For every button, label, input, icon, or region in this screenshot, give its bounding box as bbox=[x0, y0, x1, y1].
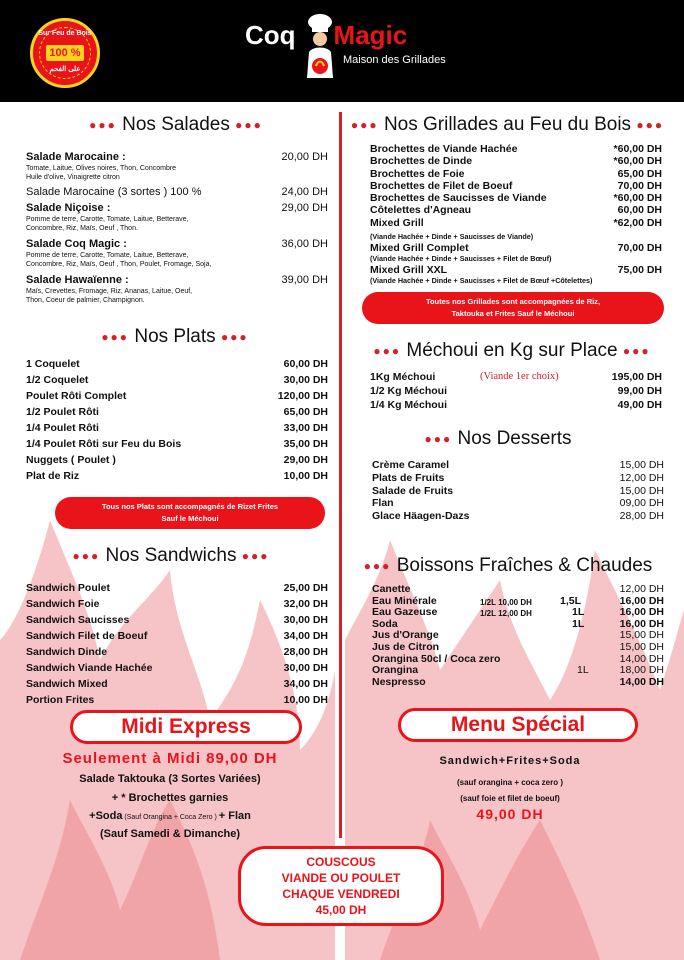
boissons-title-text: Boissons Fraîches & Chaudes bbox=[396, 555, 653, 576]
sandwichs-list bbox=[26, 582, 328, 707]
boisson-item: Canette 12,00 DH bbox=[372, 583, 664, 595]
boisson-item: Soda 1L 16,00 DH bbox=[372, 617, 664, 630]
dessert-item: Crème Caramel 15,00 DH bbox=[372, 459, 664, 471]
sandwich-item: Sandwich Dinde 28,00 DH bbox=[26, 646, 328, 658]
grillade-item: Brochettes de Saucisses de Viande *60,00 DH bbox=[370, 192, 662, 205]
couscous-box bbox=[238, 846, 444, 926]
boisson-item: Eau Gazeuse 1/2L 12,00 DH 1L 16,00 DH bbox=[372, 606, 664, 619]
sandwichs-title: ●●● Nos Sandwichs ●●● bbox=[72, 545, 270, 566]
desserts-list bbox=[372, 460, 664, 523]
plat-item: 1/4 Poulet Rôti sur Feu du Bois 35,00 DH bbox=[26, 438, 328, 450]
boisson-item: Jus de Citron 15,00 DH bbox=[372, 640, 664, 653]
grillade-item: Côtelettes d'Agneau 60,00 DH bbox=[370, 204, 662, 217]
boissons-title: ●●● Boissons Fraîches & Chaudes bbox=[363, 555, 653, 576]
grillade-item: Brochettes de Filet de Boeuf 70,00 DH bbox=[370, 179, 662, 192]
couscous-line1: COUSCOUS bbox=[306, 855, 376, 869]
couscous-price: 45,00 DH bbox=[315, 903, 367, 917]
plat-item: 1 Coquelet 60,00 DH bbox=[26, 358, 328, 370]
midi-line1: Salade Taktouka (3 Sortes Variées) bbox=[79, 773, 261, 785]
salade-item: Salade Hawaïenne : 39,00 DH Maïs, Crevettes, Fromage, Riz, Ananas, Laitue, Oeuf, Thon, Coeur de palmier, Champignon. bbox=[26, 274, 328, 304]
dessert-item: Flan 09,00 DH bbox=[372, 497, 664, 510]
grillades-title: ●●● Nos Grillades au Feu du Bois ●●● bbox=[350, 114, 665, 135]
special-price: 49,00 DH bbox=[476, 806, 544, 822]
chef-icon bbox=[303, 12, 337, 78]
plats-list bbox=[26, 358, 328, 483]
mechoui-list bbox=[370, 370, 662, 412]
mechoui-title: ●●● Méchoui en Kg sur Place ●●● bbox=[373, 340, 651, 361]
dessert-item: Glace Häagen-Dazs 28,00 DH bbox=[372, 510, 664, 523]
seal-badge bbox=[30, 18, 100, 88]
boisson-item: Orangina 50cl / Coca zero 14,00 DH bbox=[372, 652, 664, 665]
sandwich-item: Sandwich Saucisses 30,00 DH bbox=[26, 614, 328, 626]
mechoui-item: 1Kg Méchoui (Viande 1er choix) 195,00 DH bbox=[370, 371, 662, 383]
grillade-item: Brochettes de Foie 65,00 DH bbox=[370, 167, 662, 180]
menu-special-banner bbox=[398, 708, 638, 742]
sandwich-item: Sandwich Foie 32,00 DH bbox=[26, 598, 328, 610]
tagline: Maison des Grillades bbox=[343, 54, 446, 66]
dessert-item: Salade de Fruits 15,00 DH bbox=[372, 484, 664, 497]
boissons-list bbox=[372, 584, 664, 688]
dessert-item: Plats de Fruits 12,00 DH bbox=[372, 471, 664, 484]
grillade-item: Mixed Grill *62,00 DH (Viande Hachée + Dinde + Saucisses de Viande) bbox=[370, 216, 662, 241]
mechoui-item: 1/4 Kg Méchoui 49,00 DH bbox=[370, 399, 662, 411]
midi-line2: + * Brochettes garnies bbox=[111, 792, 229, 804]
midi-express-banner bbox=[70, 710, 302, 744]
desserts-title-text: Nos Desserts bbox=[457, 428, 572, 449]
sandwich-item: Sandwich Poulet 25,00 DH bbox=[26, 582, 328, 594]
plats-title: ●●● Nos Plats ●●● bbox=[101, 326, 249, 347]
header-bar bbox=[0, 0, 684, 102]
salades-list bbox=[26, 150, 328, 305]
couscous-line3: CHAQUE VENDREDI bbox=[282, 887, 400, 901]
midi-subtitle: Seulement à Midi 89,00 DH bbox=[62, 750, 278, 767]
plat-item: 1/2 Poulet Rôti 65,00 DH bbox=[26, 406, 328, 418]
plats-title-text: Nos Plats bbox=[134, 326, 216, 347]
salades-title-text: Nos Salades bbox=[122, 114, 230, 135]
grillades-note-pill: Toutes nos Grillades sont accompagnées de Riz, Taktouka et Frites Sauf le Méchoui bbox=[362, 292, 664, 324]
couscous-line2: VIANDE OU POULET bbox=[281, 871, 401, 885]
plat-item: Nuggets ( Poulet ) 29,00 DH bbox=[26, 454, 328, 466]
midi-line4: (Sauf Samedi & Dimanche) bbox=[100, 828, 240, 840]
column-divider bbox=[339, 112, 342, 838]
special-line2: (sauf orangina + coca zero ) bbox=[456, 778, 564, 787]
plats-note-pill: Tous nos Plats sont accompagnés de Rizet Frites Sauf le Méchoui bbox=[55, 497, 325, 529]
special-line3: (sauf foie et filet de boeuf) bbox=[460, 794, 560, 803]
mechoui-title-text: Méchoui en Kg sur Place bbox=[406, 340, 618, 361]
boisson-item: Nespresso 14,00 DH bbox=[372, 675, 664, 688]
grillades-title-text: Nos Grillades au Feu du Bois bbox=[383, 114, 632, 135]
salade-item: Salade Marocaine (3 sortes ) 100 % 24,00 DH bbox=[26, 186, 328, 198]
seal-top-text: Sur Feu de Bois bbox=[38, 30, 92, 37]
sandwich-item: Portion Frites 10,00 DH bbox=[26, 694, 328, 706]
grillades-list bbox=[370, 144, 662, 286]
grillade-item: Mixed Grill Complet 70,00 DH (Viande Hachée + Dinde + Saucisses + Filet de Bœuf) bbox=[370, 241, 662, 263]
plat-item: Plat de Riz 10,00 DH bbox=[26, 470, 328, 482]
salades-title: ●●● Nos Salades ●●● bbox=[89, 114, 263, 135]
midi-line3: +Soda (Sauf Orangina + Coca Zero ) + Flan bbox=[89, 810, 251, 822]
grillade-item: Brochettes de Viande Hachée *60,00 DH bbox=[370, 143, 662, 155]
sandwich-item: Sandwich Filet de Boeuf 34,00 DH bbox=[26, 630, 328, 642]
sandwich-item: Sandwich Mixed 34,00 DH bbox=[26, 678, 328, 690]
plat-item: 1/4 Poulet Rôti 33,00 DH bbox=[26, 422, 328, 434]
salade-item: Salade Marocaine : 20,00 DH Tomate, Laitue, Olives noires, Thon, Concombre Huile d'olive, Vinaigrette citron bbox=[26, 151, 328, 181]
mechoui-item: 1/2 Kg Méchoui 99,00 DH bbox=[370, 385, 662, 397]
plat-item: Poulet Rôti Complet 120,00 DH bbox=[26, 390, 328, 402]
special-line1: Sandwich+Frites+Soda bbox=[439, 755, 581, 767]
logo-coq: Coq bbox=[245, 20, 296, 50]
menu-special-title: Menu Spécial bbox=[450, 713, 586, 736]
salade-item: Salade Niçoise : 29,00 DH Pomme de terre, Carotte, Tomate, Laitue, Betterave, Concombre, Riz, Maïs, Oeuf , Thon. bbox=[26, 202, 328, 232]
seal-arabic-text: على الفحم bbox=[49, 66, 81, 73]
grillade-item: Mixed Grill XXL 75,00 DH (Viande Hachée + Dinde + Saucisses + Filet de Bœuf +Côtelettes) bbox=[370, 263, 662, 285]
grillade-item: Brochettes de Dinde *60,00 DH bbox=[370, 155, 662, 168]
logo-magic: Magic bbox=[333, 20, 408, 50]
boisson-item: Eau Minérale 1/2L 10,00 DH 1,5L 16,00 DH bbox=[372, 594, 664, 607]
desserts-title: ●●● Nos Desserts bbox=[424, 428, 572, 449]
midi-express-title: Midi Express bbox=[121, 715, 251, 738]
boisson-item: Jus d'Orange 15,00 DH bbox=[372, 629, 664, 642]
sandwich-item: Sandwich Viande Hachée 30,00 DH bbox=[26, 662, 328, 674]
plat-item: 1/2 Coquelet 30,00 DH bbox=[26, 374, 328, 386]
boisson-item: Orangina 1L 18,00 DH bbox=[372, 664, 664, 677]
salade-item: Salade Coq Magic : 36,00 DH Pomme de terre, Carotte, Tomate, Laitue, Betterave, Concombre, Riz, Maïs, Oeuf , Thon, Poulet, Fromage, Soja, bbox=[26, 238, 328, 268]
sandwichs-title-text: Nos Sandwichs bbox=[105, 545, 237, 566]
seal-percent: 100 % bbox=[46, 45, 84, 61]
